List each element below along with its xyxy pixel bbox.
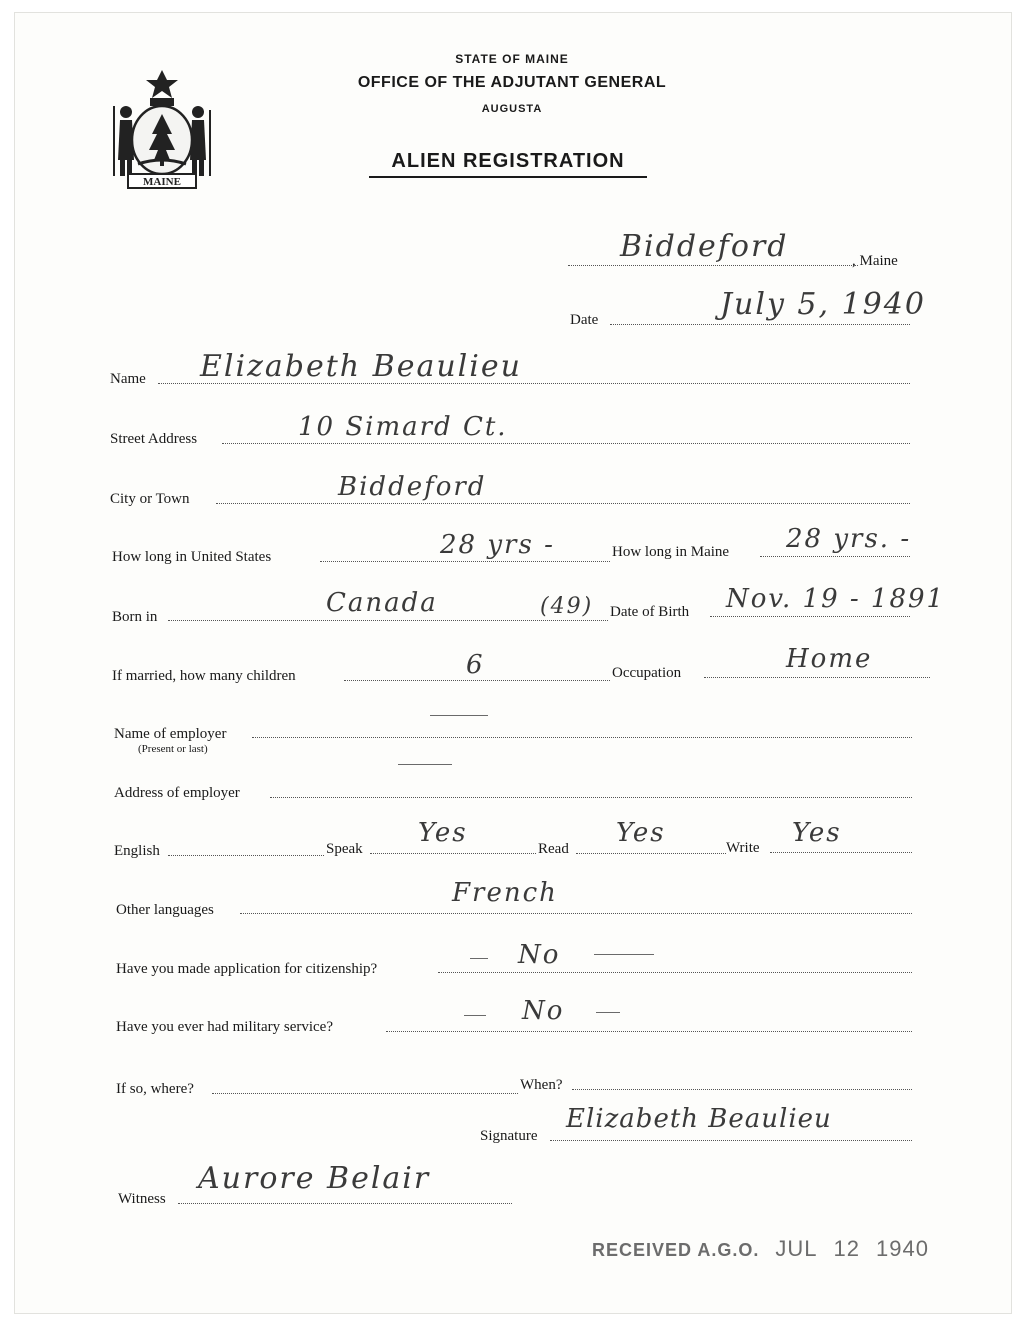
how-long-us-line — [320, 561, 610, 562]
military-label: Have you ever had military service? — [116, 1019, 333, 1035]
city-or-town-value: Biddeford — [338, 472, 487, 502]
if-so-where-label: If so, where? — [116, 1081, 194, 1097]
city-or-town-label: City or Town — [110, 491, 190, 507]
date-label: Date — [570, 312, 599, 328]
english-label: English — [114, 843, 160, 859]
when-label: When? — [520, 1077, 563, 1093]
employer-name-line — [252, 737, 912, 738]
occupation-line — [704, 677, 930, 678]
write-value: Yes — [792, 818, 842, 848]
military-dash-right — [596, 1012, 620, 1013]
witness-value: Aurore Belair — [198, 1161, 431, 1196]
citizenship-value: No — [518, 940, 561, 970]
name-value: Elizabeth Beaulieu — [200, 349, 522, 384]
employer-address-dash — [398, 764, 452, 765]
children-line — [344, 680, 610, 681]
occupation-label: Occupation — [612, 665, 682, 681]
write-line — [770, 852, 912, 853]
when-line — [572, 1089, 912, 1090]
employer-name-label: Name of employer — [114, 726, 227, 742]
citizenship-label: Have you made application for citizenship? — [116, 961, 378, 977]
read-line — [576, 853, 726, 854]
how-long-us-value: 28 yrs - — [440, 530, 555, 560]
state-heading: STATE OF MAINE — [455, 52, 569, 66]
born-in-label: Born in — [112, 609, 158, 625]
born-in-value: Canada — [326, 588, 438, 618]
city-heading: AUGUSTA — [481, 103, 543, 115]
date-value: July 5, 1940 — [720, 287, 926, 322]
form-title: ALIEN REGISTRATION — [369, 150, 647, 178]
speak-line — [370, 853, 536, 854]
date-of-birth-label: Date of Birth — [610, 604, 690, 620]
military-dash-left — [464, 1015, 486, 1016]
other-languages-label: Other languages — [116, 902, 214, 918]
born-in-line — [168, 620, 608, 621]
speak-value: Yes — [418, 818, 468, 848]
how-long-us-label: How long in United States — [112, 549, 272, 565]
how-long-maine-label: How long in Maine — [612, 544, 730, 560]
military-value: No — [522, 996, 565, 1026]
other-languages-line — [240, 913, 912, 914]
place-value: Biddeford — [620, 229, 789, 264]
street-address-value: 10 Simard Ct. — [298, 412, 508, 442]
office-heading: OFFICE OF THE ADJUTANT GENERAL — [357, 74, 667, 91]
place-label: , Maine — [852, 253, 898, 269]
other-languages-value: French — [452, 878, 558, 908]
place-line — [568, 265, 858, 266]
military-line — [386, 1031, 912, 1032]
citizenship-dash-left — [470, 958, 488, 959]
if-so-where-line — [212, 1093, 518, 1094]
signature-value: Elizabeth Beaulieu — [566, 1104, 832, 1134]
street-address-label: Street Address — [110, 431, 198, 447]
employer-address-label: Address of employer — [114, 785, 240, 801]
children-label: If married, how many children — [112, 668, 296, 684]
city-or-town-line — [216, 503, 910, 504]
employer-name-dash — [430, 715, 488, 716]
witness-line — [178, 1203, 512, 1204]
stamp-year: 1940 — [876, 1236, 929, 1261]
stamp-day: 12 — [833, 1236, 860, 1261]
street-address-line — [222, 443, 910, 444]
stamp-month: JUL — [775, 1236, 818, 1261]
citizenship-dash-right — [594, 954, 654, 955]
date-of-birth-value: Nov. 19 - 1891 — [726, 584, 946, 614]
date-line — [610, 324, 910, 325]
employer-address-line — [270, 797, 912, 798]
children-value: 6 — [466, 650, 485, 680]
stamp-text: RECEIVED A.G.O. — [592, 1240, 760, 1260]
speak-label: Speak — [326, 841, 363, 857]
received-stamp — [592, 1236, 939, 1262]
how-long-maine-line — [760, 556, 910, 557]
signature-label: Signature — [480, 1128, 538, 1144]
seal-text: MAINE — [143, 176, 181, 188]
read-value: Yes — [616, 818, 666, 848]
date-of-birth-line — [710, 616, 910, 617]
employer-name-sublabel: (Present or last) — [138, 743, 208, 755]
born-in-note: (49) — [540, 594, 594, 619]
read-label: Read — [538, 841, 569, 857]
occupation-value: Home — [786, 644, 873, 674]
how-long-maine-value: 28 yrs. - — [786, 524, 912, 554]
name-label: Name — [110, 371, 146, 387]
witness-label: Witness — [118, 1191, 166, 1207]
english-line — [168, 855, 324, 856]
citizenship-line — [438, 972, 912, 973]
write-label: Write — [726, 840, 760, 856]
signature-line — [550, 1140, 912, 1141]
